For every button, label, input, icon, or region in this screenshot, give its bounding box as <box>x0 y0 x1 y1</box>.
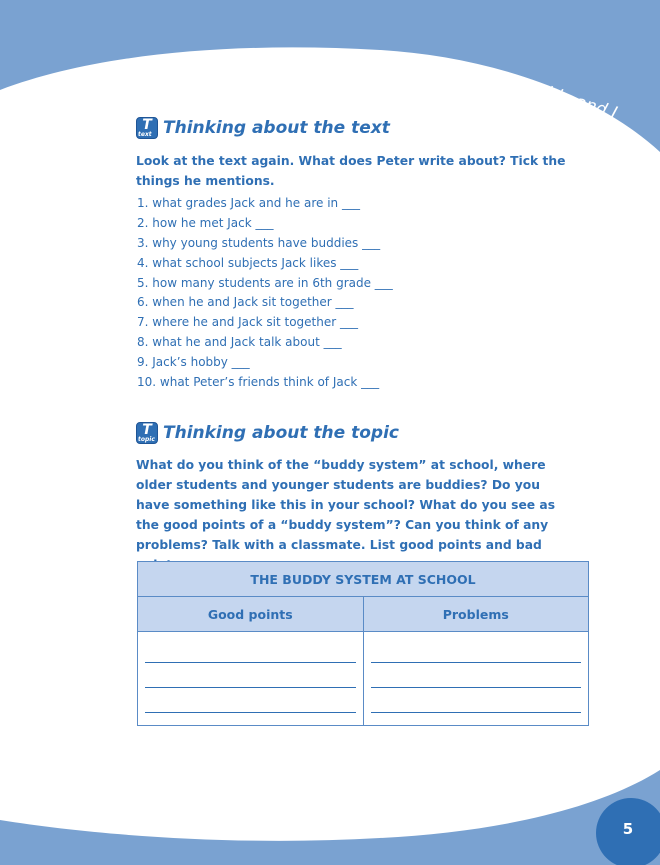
section-title: Thinking about the text <box>163 118 390 138</box>
table-title: THE BUDDY SYSTEM AT SCHOOL <box>138 562 589 597</box>
buddy-system-table <box>137 561 589 726</box>
icon-letter: T <box>142 422 152 438</box>
list-item: 3. why young students have buddies ___ <box>137 235 381 250</box>
icon-caption: topic <box>138 436 155 443</box>
section2-instruction: What do you think of the “buddy system” at school, where older students and younger students are buddies? Do you have something like this in your school? What do you see as the good points of a “buddy system”? Can you think of any problems? Talk with a classmate. List good points and bad <box>136 458 556 552</box>
list-item: 10. what Peter’s friends think of Jack ___ <box>137 375 380 390</box>
good-points-cell[interactable] <box>138 632 364 726</box>
list-item: 9. Jack’s hobby ___ <box>137 355 250 370</box>
page-number: 5 <box>622 820 634 838</box>
section-title: Thinking about the topic <box>163 423 399 443</box>
write-line[interactable] <box>371 712 582 713</box>
write-line[interactable] <box>371 662 582 663</box>
list-item: 6. when he and Jack sit together ___ <box>137 295 354 310</box>
list-item: 7. where he and Jack sit together ___ <box>137 315 358 330</box>
topic-t-icon <box>136 422 158 444</box>
write-line[interactable] <box>145 662 356 663</box>
list-item: 4. what school subjects Jack likes ___ <box>137 255 359 270</box>
chapter-title: My buddy and I <box>488 66 620 124</box>
section1-instruction: Look at the text again. What does Peter write about? Tick the things he mentions. <box>136 154 566 188</box>
problems-cell[interactable] <box>363 632 589 726</box>
list-item: 5. how many students are in 6th grade ___ <box>137 275 393 290</box>
icon-caption: text <box>138 131 152 138</box>
text-t-icon <box>136 117 158 139</box>
write-line[interactable] <box>371 687 582 688</box>
mention-list <box>137 194 393 393</box>
column-header-problems: Problems <box>363 597 589 632</box>
write-line[interactable] <box>145 687 356 688</box>
list-item: 8. what he and Jack talk about ___ <box>137 335 342 350</box>
section-heading-text <box>136 117 390 139</box>
icon-letter: T <box>142 117 152 133</box>
section-heading-topic <box>136 422 399 444</box>
write-line[interactable] <box>145 712 356 713</box>
list-item: 1. what grades Jack and he are in ___ <box>137 196 360 210</box>
list-item: 2. how he met Jack ___ <box>137 215 274 230</box>
column-header-good-points: Good points <box>138 597 364 632</box>
